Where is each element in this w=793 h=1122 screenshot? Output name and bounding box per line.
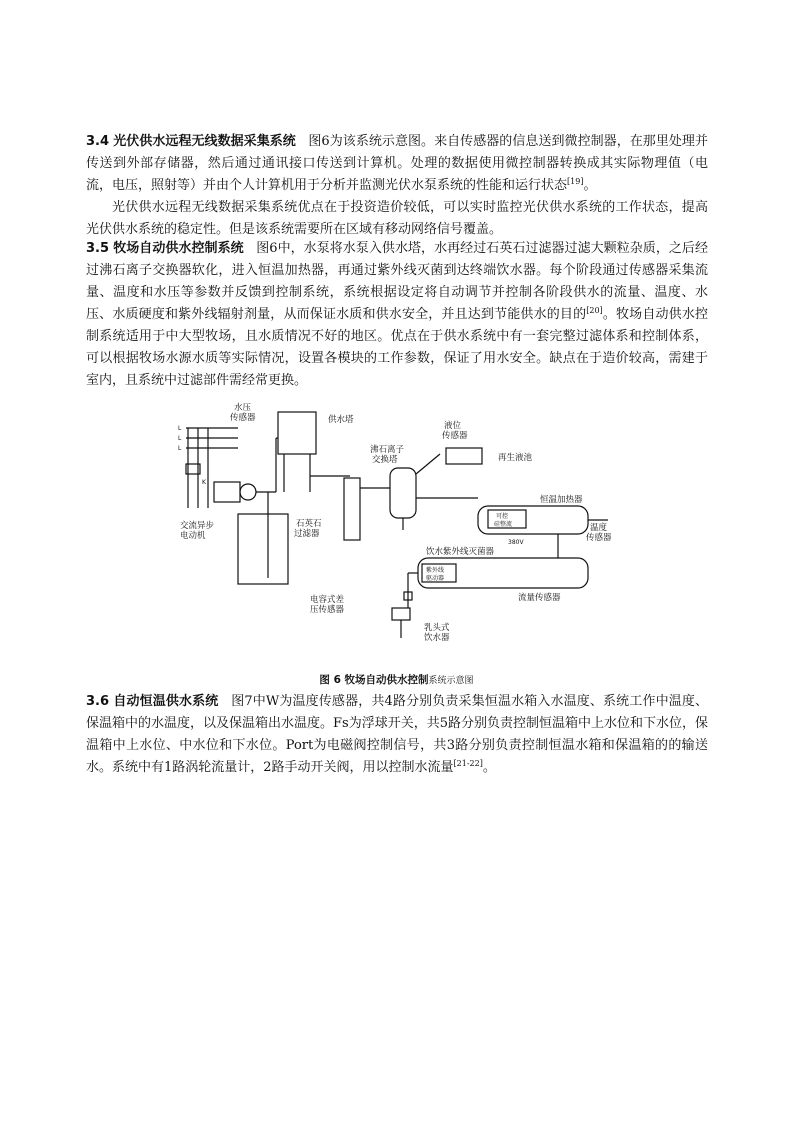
label-level-sensor: 液位: [444, 421, 462, 431]
body-text: 。: [482, 760, 496, 775]
section-3-5-paragraph: [86, 238, 708, 392]
label-temp-sensor: 传感器: [586, 533, 612, 543]
section-3-4-paragraph-2: 光伏供水远程无线数据采集系统优点在于投资造价较低，可以实时监控光伏供水系统的工作状态，提高光伏供水系统的稳定性。但是该系统需要所在区域有移动网络信号覆盖。: [86, 200, 708, 237]
label-level-sensor: 传感器: [442, 431, 468, 441]
label-zeolite: 交换塔: [372, 455, 398, 465]
system-schematic: [178, 398, 638, 660]
citation: [19]: [567, 177, 584, 186]
section-3-4-paragraph-1: [86, 131, 708, 197]
figure-6-diagram: [178, 398, 638, 660]
label-uv: 饮水紫外线灭菌器: [426, 547, 495, 557]
regen-tank: [446, 448, 482, 464]
section-number: 3.6: [86, 694, 110, 709]
section-title: 牧场自动供水控制系统: [113, 241, 244, 256]
section-number: 3.5: [86, 241, 110, 256]
label-switch: K: [202, 479, 206, 486]
citation: [20]: [586, 306, 603, 315]
body-text: 图6中，水泵将水泵入供水塔，水再经过石英石过滤器过滤大颗粒杂质，之后经过沸石离子交换器软化，进入恒温加热器，再通过紫外线灭菌到达终端饮水器。每个阶段通过传感器采集流量、温度和水压等参数并反馈到控制系统，系统根据设定将自动调节并控制各阶段供水的流量、温度、水压、水质硬度和紫外线辐射剂量，从而保证水质和供水安全，并且达到节能供水的目的: [86, 241, 708, 322]
label-regen-tank: 再生液池: [498, 453, 533, 463]
label-motor: 电动机: [180, 531, 206, 541]
pipe: [416, 454, 440, 474]
section-number: 3.4: [86, 134, 110, 149]
water-tower: [278, 412, 316, 454]
label-zeolite: 沸石离子: [370, 445, 405, 455]
citation: [21-22]: [453, 759, 483, 768]
label-voltage: 380V: [508, 539, 524, 546]
zeolite-tower: [390, 468, 416, 518]
body-text: 。: [583, 178, 597, 193]
drinker-valve: [392, 608, 410, 620]
label-cap-sensor: 电容式差: [310, 595, 345, 605]
caption-main: 图 6 牧场自动供水控制: [319, 674, 429, 686]
label-heater: 恒温加热器: [540, 495, 583, 505]
label-drinker: 乳头式: [424, 623, 450, 633]
label-pressure-sensor: 水压: [234, 403, 252, 413]
pump: [240, 484, 256, 500]
label-flow-sensor: 流量传感器: [518, 593, 561, 603]
label-uv-driver: 紫外线: [426, 567, 445, 574]
label-phase: L: [178, 445, 182, 452]
label-motor: 交流异步: [180, 521, 215, 531]
label-cap-sensor: 压传感器: [310, 605, 345, 615]
section-3-6: [86, 691, 708, 779]
label-drinker: 饮水器: [424, 633, 450, 643]
label-water-tower: 供水塔: [328, 415, 354, 425]
label-pressure-sensor: 传感器: [230, 413, 256, 423]
section-title: 光伏供水远程无线数据采集系统: [113, 134, 296, 149]
label-quartz: 过滤器: [294, 529, 320, 539]
body-text: 图7中W为温度传感器，共4路分别负责采集恒温水箱入水温度、系统工作中温度、保温箱中的水温度，以及保温箱出水温度。Fs为浮球开关，共5路分别负责控制恒温箱中上水位和下水位，保温箱中上水位、中水位和下水位。Port为电磁阀控制信号，共3路分别负责控制恒温水箱和保温箱的的输送水。系统中有1路涡轮流量计，2路手动开关阀，用以控制水流量: [86, 694, 708, 775]
quartz-filter: [344, 478, 360, 540]
section-title: 自动恒温供水系统: [113, 694, 219, 709]
section-3-6-paragraph: [86, 691, 708, 779]
caption-rest: 系统示意图: [428, 676, 474, 686]
label-temp-sensor: 温度: [590, 523, 608, 533]
label-controller: 硅整流: [494, 521, 513, 528]
label-controller: 可控: [496, 513, 509, 520]
body-text: 。牧场自动供水控制系统适用于中大型牧场，且水质情况不好的地区。优点在于供水系统中有一套完整过滤体系和控制体系，可以根据牧场水源水质等实际情况，设置各模块的工作参数，保证了用水安全。缺点在于造价较高，需建于室内，且系统中过滤部件需经常更换。: [86, 307, 708, 388]
label-phase: L: [178, 425, 182, 432]
label-phase: L: [178, 435, 182, 442]
section-3-4: [86, 131, 708, 241]
label-uv-driver: 驱动器: [426, 575, 445, 582]
body-text: 图6为该系统示意图。来自传感器的信息送到微控制器，在那里处理并传送到外部存储器，然后通过通讯接口传送到计算机。处理的数据使用微控制器转换成其实际物理值（电流，电压，照射等）并由个人计算机用于分析并监测光伏水泵系统的性能和运行状态: [86, 134, 708, 193]
motor-body: [214, 482, 240, 502]
section-3-5: [86, 238, 708, 392]
figure-6-caption: [0, 672, 793, 687]
label-quartz: 石英石: [296, 519, 322, 529]
well: [238, 514, 288, 584]
